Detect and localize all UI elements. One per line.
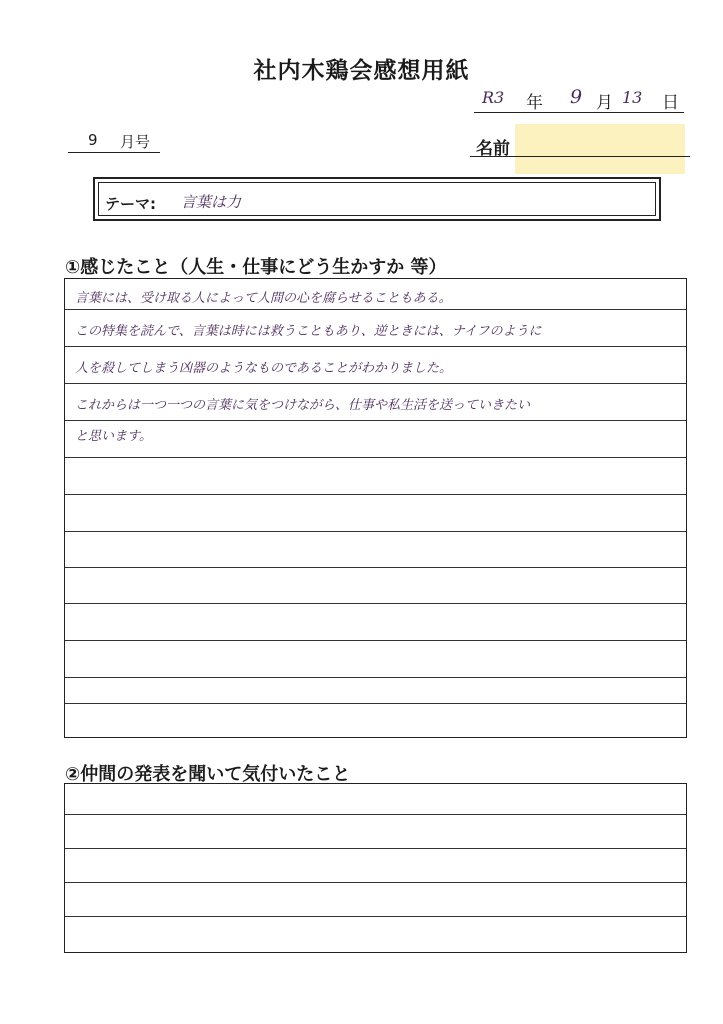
issue-month: 9 bbox=[88, 131, 98, 149]
issue-label: 月号 bbox=[120, 133, 151, 151]
handwriting-line: これからは一つ一つの言葉に気をつけながら、仕事や私生活を送っていきたい bbox=[75, 398, 531, 413]
name-field[interactable] bbox=[470, 156, 690, 157]
date-day: 13 bbox=[622, 88, 643, 107]
name-redaction bbox=[515, 124, 685, 174]
answer-line bbox=[65, 849, 686, 883]
answer-line bbox=[65, 604, 686, 641]
section2-title: ②仲間の発表を聞いて気付いたこと bbox=[65, 764, 351, 785]
theme-box[interactable] bbox=[93, 177, 661, 221]
theme-value: 言葉は力 bbox=[181, 193, 242, 211]
answer-line bbox=[65, 784, 686, 815]
handwriting-line: 言葉には、受け取る人によって人間の心を腐らせることもある。 bbox=[75, 291, 452, 306]
date-era-year: R3 bbox=[482, 88, 505, 107]
answer-line bbox=[65, 347, 686, 384]
theme-label: テーマ: bbox=[105, 195, 156, 213]
answer-line bbox=[65, 568, 686, 604]
section1-answer-box[interactable] bbox=[64, 278, 687, 738]
date-day-unit: 日 bbox=[662, 93, 679, 113]
answer-line bbox=[65, 279, 686, 310]
date-month-unit: 月 bbox=[596, 93, 613, 113]
answer-line bbox=[65, 384, 686, 421]
answer-line bbox=[65, 641, 686, 678]
date-field[interactable] bbox=[474, 86, 684, 113]
handwriting-line: この特集を読んで、言葉は時には救うこともあり、逆ときには、ナイフのように bbox=[75, 324, 542, 339]
date-month: 9 bbox=[570, 86, 583, 108]
answer-line bbox=[65, 421, 686, 458]
handwriting-line: と思います。 bbox=[75, 429, 152, 444]
answer-line bbox=[65, 883, 686, 917]
answer-line bbox=[65, 532, 686, 568]
section1-title: ①感じたこと（人生・仕事にどう生かすか 等） bbox=[65, 257, 447, 278]
issue-field[interactable] bbox=[68, 128, 160, 153]
answer-line bbox=[65, 815, 686, 849]
section2-answer-box[interactable] bbox=[64, 783, 687, 953]
answer-line bbox=[65, 458, 686, 495]
name-label: 名前 bbox=[476, 139, 510, 159]
answer-line bbox=[65, 310, 686, 347]
form-title: 社内木鶏会感想用紙 bbox=[253, 58, 470, 84]
answer-line bbox=[65, 495, 686, 532]
theme-box-inner bbox=[98, 182, 656, 216]
answer-line bbox=[65, 678, 686, 704]
handwriting-line: 人を殺してしまう凶器のようなものであることがわかりました。 bbox=[75, 361, 453, 376]
date-year-unit: 年 bbox=[526, 93, 543, 113]
